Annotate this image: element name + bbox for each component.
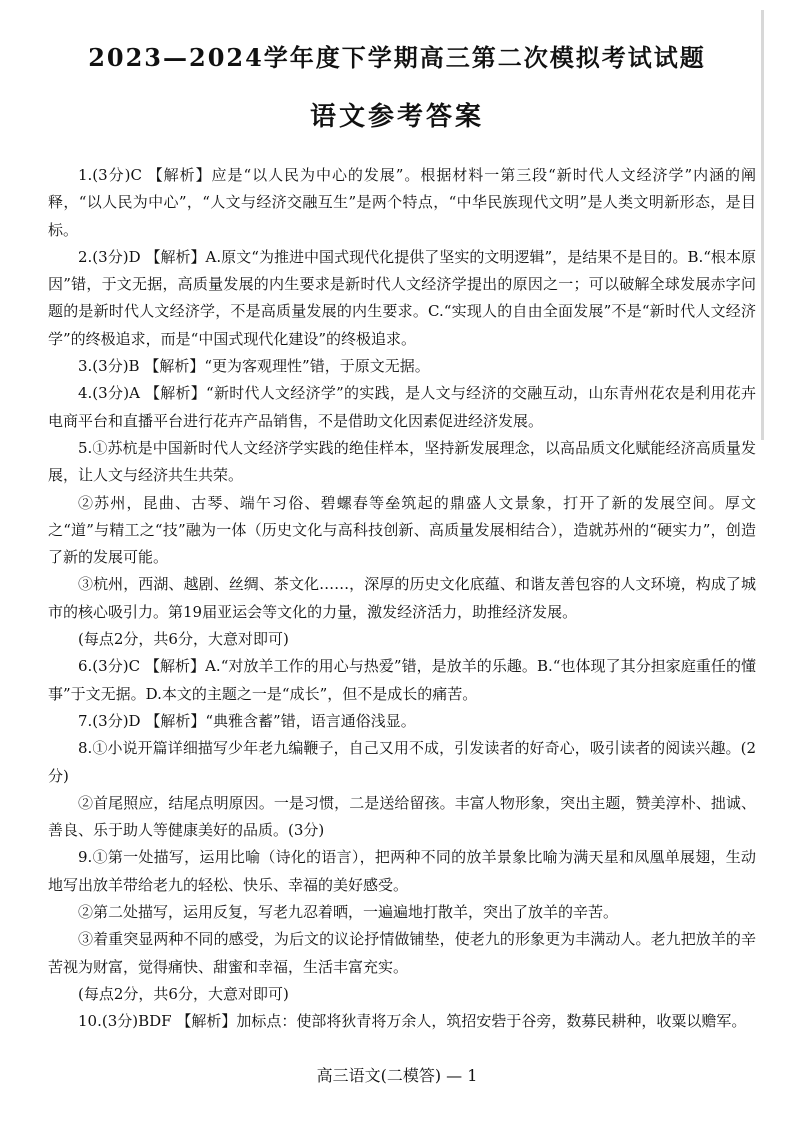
- answer-paragraph: ③着重突显两种不同的感受，为后文的议论抒情做铺垫，使老九的形象更为丰满动人。老九把放羊的辛苦视为财富，觉得痛快、甜蜜和幸福，生活丰富充实。: [48, 930, 756, 976]
- page-edge-shadow: [761, 10, 764, 440]
- answer-paragraph: ③杭州，西湖、越剧、丝绸、茶文化……，深厚的历史文化底蕴、和谐友善包容的人文环境，构成了城市的核心吸引力。第19届亚运会等文化的力量，激发经济活力，助推经济发展。: [48, 575, 756, 621]
- answer-paragraph: ②第二处描写，运用反复，写老九忍着晒，一遍遍地打散羊，突出了放羊的辛苦。: [78, 903, 619, 922]
- answer-paragraph: 9.①第一处描写，运用比喻（诗化的语言），把两种不同的放羊景象比喻为满天星和凤凰单展翅，生动地写出放羊带给老九的轻松、快乐、幸福的美好感受。: [48, 848, 756, 894]
- answer-paragraph: 6.(3分)C 【解析】A.“对放羊工作的用心与热爱”错，是放羊的乐趣。B.“也体现了其分担家庭重任的懂事”于文无据。D.本文的主题之一是“成长”，但不是成长的痛苦。: [48, 657, 756, 703]
- page-footer: 高三语文(二模答) — 1: [316, 1066, 478, 1085]
- answer-paragraph: 5.①苏杭是中国新时代人文经济学实践的绝佳样本，坚持新发展理念，以高品质文化赋能经济高质量发展，让人文与经济共生共荣。: [48, 438, 756, 485]
- answer-paragraph: 3.(3分)B 【解析】“更为客观理性”错，于原文无据。: [78, 357, 430, 376]
- answer-paragraph: 8.①小说开篇详细描写少年老九编鞭子，自己又用不成，引发读者的好奇心，吸引读者的阅读兴趣。(2分): [48, 739, 756, 785]
- answer-paragraph: 2.(3分)D 【解析】A.原文“为推进中国式现代化提供了坚实的文明逻辑”，是结果不是目的。B.“根本原因”错，于文无据，高质量发展的内生要求是新时代人文经济学提出的原因之一；可以破解全球发展赤字问题的是新时代人文经济学，不是高质量发展的内生要求。C.“实现人的自由全面发展”不是“新时代人文经济学”的终极追求，而是“中国式现代化建设”的终极追求。: [48, 247, 756, 348]
- answer-paragraph: 7.(3分)D 【解析】“典雅含蓄”错，语言通俗浅显。: [78, 711, 416, 730]
- answer-key-heading: 语文参考答案: [309, 102, 484, 132]
- exam-title: 2023—2024学年度下学期高三第二次模拟考试试题: [88, 43, 706, 72]
- answer-paragraph: ②苏州，昆曲、古琴、端午习俗、碧螺春等垒筑起的鼎盛人文景象，打开了新的发展空间。厚文之“道”与精工之“技”融为一体（历史文化与高科技创新、高质量发展相结合），造就苏州的“硬实力”，创造了新的发展可能。: [48, 493, 756, 567]
- scoring-note: (每点2分，共6分，大意对即可): [78, 630, 289, 649]
- answer-paragraph: 4.(3分)A 【解析】“新时代人文经济学”的实践，是人文与经济的交融互动，山东青州花农是利用花卉电商平台和直播平台进行花卉产品销售，不是借助文化因素促进经济发展。: [48, 384, 756, 430]
- scoring-note: (每点2分，共6分，大意对即可): [78, 984, 289, 1003]
- answer-body: [48, 162, 756, 1036]
- answer-paragraph: ②首尾照应，结尾点明原因。一是习惯，二是送给留孩。丰富人物形象，突出主题，赞美淳朴、拙诚、善良、乐于助人等健康美好的品质。(3分): [48, 793, 756, 840]
- answer-paragraph: 10.(3分)BDF 【解析】加标点：使部将狄青将万余人，筑招安砦于谷旁，数募民耕种，收粟以赡军。: [78, 1012, 747, 1031]
- answer-paragraph: 1.(3分)C 【解析】应是“以人民为中心的发展”。根据材料一第三段“新时代人文经济学”内涵的阐释，“以人民为中心”，“人文与经济交融互生”是两个特点，“中华民族现代文明”是人类文明新形态，是目标。: [48, 166, 756, 239]
